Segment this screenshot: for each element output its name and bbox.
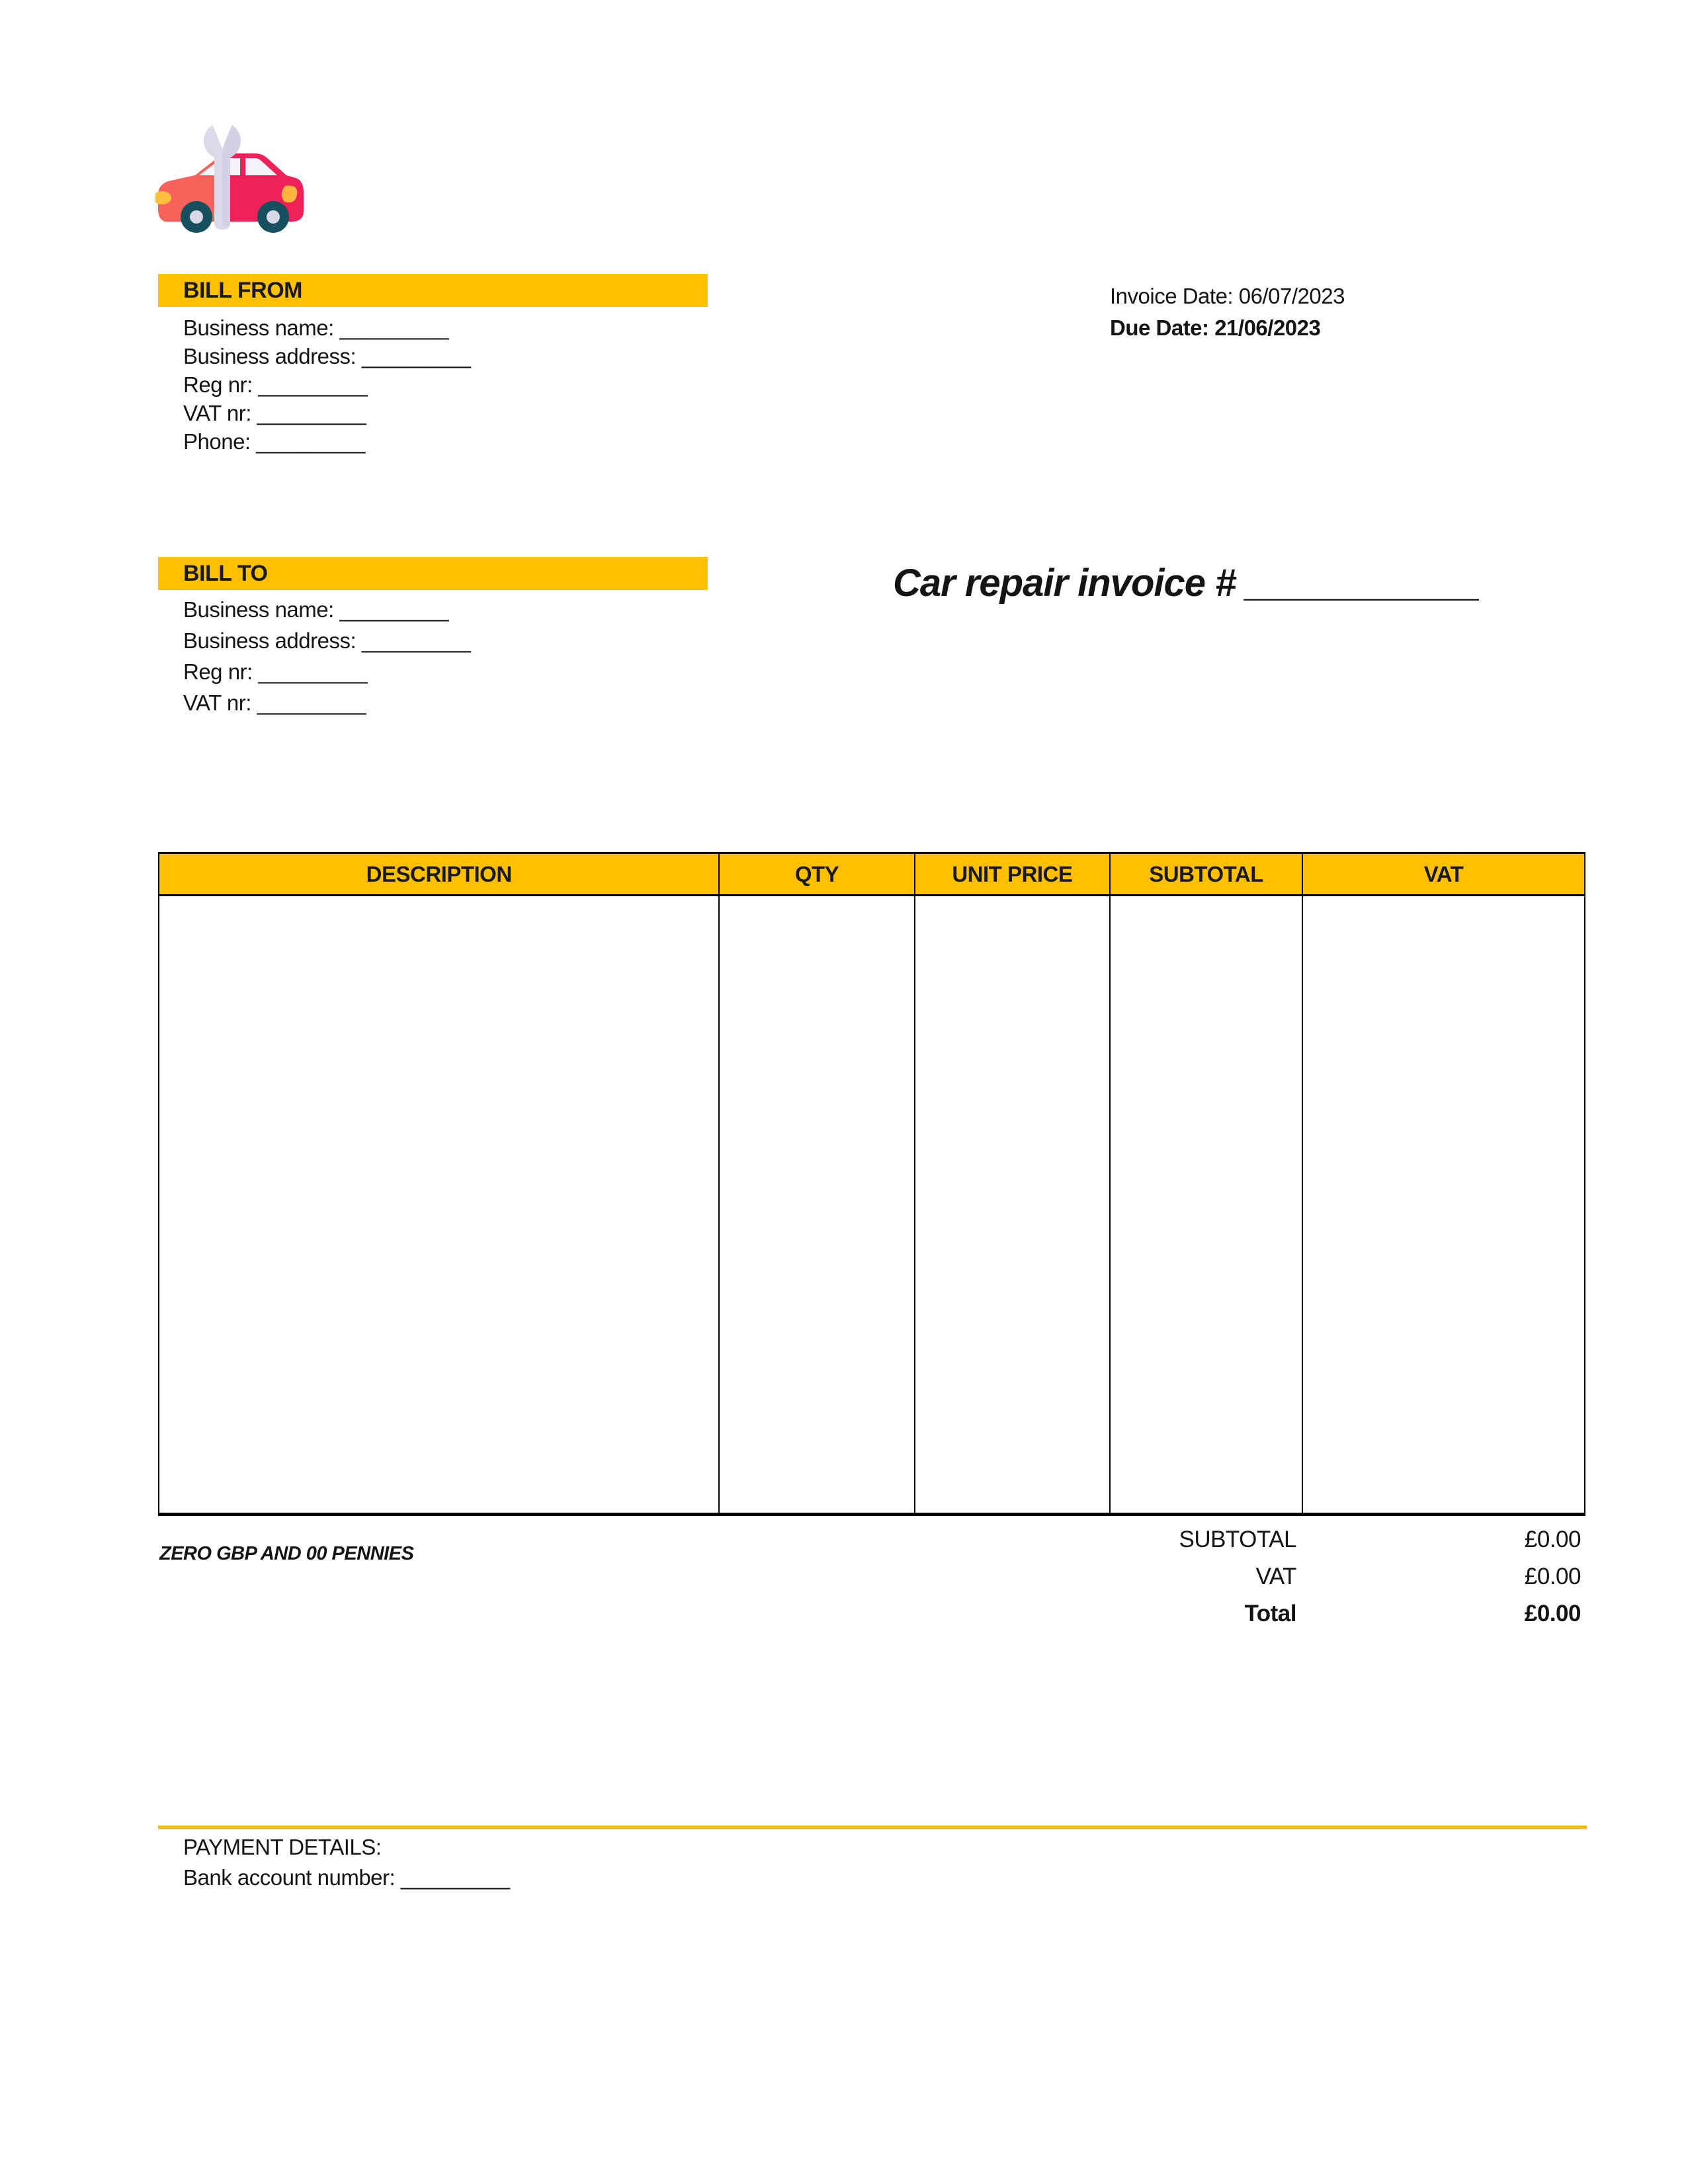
bank-account-label: Bank account number:: [183, 1865, 396, 1890]
column-header-unit-price: UNIT PRICE: [915, 853, 1110, 896]
reg-nr-blank[interactable]: _________: [258, 659, 368, 684]
reg-nr-blank[interactable]: _________: [258, 372, 368, 397]
vat-row: [992, 1558, 1581, 1595]
bill-to-vat-nr-field: [183, 687, 471, 718]
vat-label: VAT: [1255, 1564, 1296, 1589]
table-empty-row: [159, 896, 1585, 1515]
business-name-blank[interactable]: _________: [339, 315, 449, 340]
cell-qty[interactable]: [719, 896, 914, 1515]
field-label: Business name:: [183, 597, 334, 622]
bill-to-header-bar: [158, 557, 708, 590]
column-header-description: DESCRIPTION: [159, 853, 719, 896]
bill-to-business-address-field: [183, 625, 471, 656]
cell-subtotal[interactable]: [1110, 896, 1302, 1515]
field-label: Business name:: [183, 315, 334, 340]
vat-value: £0.00: [1524, 1564, 1581, 1589]
document-title: [893, 561, 1480, 605]
subtotal-value: £0.00: [1524, 1527, 1581, 1552]
business-address-blank[interactable]: _________: [361, 628, 471, 653]
bill-from-reg-nr-field: [183, 370, 471, 399]
bill-from-fields: [183, 314, 471, 456]
vat-nr-blank[interactable]: _________: [257, 401, 366, 425]
business-address-blank[interactable]: _________: [361, 344, 471, 368]
bank-account-blank[interactable]: _________: [400, 1865, 511, 1890]
field-label: Business address:: [183, 344, 357, 368]
bank-account-field: [183, 1863, 510, 1893]
payment-details-heading: PAYMENT DETAILS:: [183, 1835, 382, 1859]
car-repair-logo-icon: [155, 121, 306, 233]
bill-from-header-bar: [158, 274, 708, 307]
invoice-date-line: [1110, 280, 1345, 312]
field-label: Reg nr:: [183, 372, 253, 397]
line-items-table: [158, 852, 1585, 1516]
totals-block: [992, 1521, 1581, 1632]
total-label: Total: [1244, 1601, 1296, 1626]
field-label: Phone:: [183, 429, 251, 454]
total-row: [992, 1595, 1581, 1632]
cell-unit-price[interactable]: [915, 896, 1110, 1515]
field-label: Reg nr:: [183, 659, 253, 684]
bill-from-header-label: BILL FROM: [183, 277, 302, 303]
bill-from-phone-field: [183, 427, 471, 456]
subtotal-label: SUBTOTAL: [1179, 1527, 1296, 1552]
field-label: Business address:: [183, 628, 357, 653]
subtotal-row: [992, 1521, 1581, 1558]
invoice-date-value: 06/07/2023: [1238, 284, 1345, 308]
column-header-subtotal: SUBTOTAL: [1110, 853, 1302, 896]
cell-vat[interactable]: [1302, 896, 1585, 1515]
bill-to-reg-nr-field: [183, 656, 471, 687]
invoice-number-blank[interactable]: ___________: [1245, 562, 1481, 605]
phone-blank[interactable]: _________: [256, 429, 366, 454]
column-header-qty: QTY: [719, 853, 914, 896]
bill-to-header-label: BILL TO: [183, 560, 268, 586]
amount-in-words: ZERO GBP AND 00 PENNIES: [159, 1543, 414, 1564]
due-date-label: Due Date:: [1110, 315, 1209, 340]
table-header-row: [159, 853, 1585, 896]
bill-from-business-name-field: [183, 314, 471, 342]
due-date-value: 21/06/2023: [1214, 315, 1321, 340]
invoice-dates: [1110, 280, 1345, 344]
payment-details: [183, 1832, 510, 1893]
bill-from-business-address-field: [183, 342, 471, 370]
vat-nr-blank[interactable]: _________: [257, 691, 366, 715]
bill-to-business-name-field: [183, 594, 471, 625]
invoice-date-label: Invoice Date:: [1110, 284, 1234, 308]
due-date-line: [1110, 312, 1345, 344]
document-title-text: Car repair invoice #: [893, 562, 1236, 605]
payment-section-divider: [158, 1826, 1587, 1829]
cell-description[interactable]: [159, 896, 719, 1515]
business-name-blank[interactable]: _________: [339, 597, 449, 622]
field-label: VAT nr:: [183, 691, 251, 715]
field-label: VAT nr:: [183, 401, 251, 425]
bill-to-fields: [183, 594, 471, 718]
total-value: £0.00: [1524, 1601, 1581, 1626]
column-header-vat: VAT: [1302, 853, 1585, 896]
bill-from-vat-nr-field: [183, 399, 471, 427]
